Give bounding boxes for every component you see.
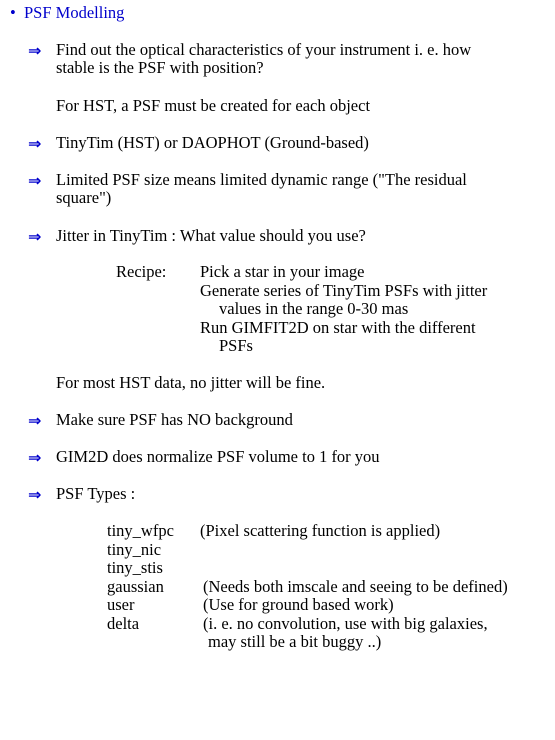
recipe-step-continuation: PSFs xyxy=(219,336,253,355)
psf-type-name: gaussian xyxy=(107,577,164,596)
psf-type-name: tiny_stis xyxy=(107,558,163,577)
arrow-icon: ⇒ xyxy=(28,227,42,246)
arrow-icon: ⇒ xyxy=(28,411,42,430)
item-line: stable is the PSF with position? xyxy=(56,58,264,77)
psf-type-name: tiny_wfpc xyxy=(107,521,174,540)
item-line: TinyTim (HST) or DAOPHOT (Ground-based) xyxy=(56,133,369,152)
note-text: For HST, a PSF must be created for each object xyxy=(56,96,371,115)
psf-type-desc: (Needs both imscale and seeing to be defined) xyxy=(203,577,508,596)
item-line: Jitter in TinyTim : What value should you use? xyxy=(56,226,366,245)
item-line: PSF Types : xyxy=(56,484,136,503)
arrow-icon: ⇒ xyxy=(28,485,42,504)
item-line: square") xyxy=(56,188,112,207)
slide-title xyxy=(10,4,124,22)
arrow-icon: ⇒ xyxy=(28,171,42,190)
recipe-step: Generate series of TinyTim PSFs with jitter xyxy=(200,281,488,300)
arrow-icon: ⇒ xyxy=(28,134,42,153)
arrow-icon: ⇒ xyxy=(28,448,42,467)
recipe-step: Pick a star in your image xyxy=(200,262,365,281)
bullet-icon: • xyxy=(10,3,16,22)
arrow-icon: ⇒ xyxy=(28,41,42,60)
psf-type-desc-continuation: may still be a bit buggy ..) xyxy=(208,632,382,651)
psf-type-name: tiny_nic xyxy=(107,540,162,559)
item-line: GIM2D does normalize PSF volume to 1 for you xyxy=(56,447,380,466)
psf-type-desc: (Use for ground based work) xyxy=(203,595,394,614)
item-line: Limited PSF size means limited dynamic range ("The residual xyxy=(56,170,467,189)
psf-type-desc: (i. e. no convolution, use with big galaxies, xyxy=(203,614,488,633)
recipe-label: Recipe: xyxy=(116,262,167,281)
item-line: Find out the optical characteristics of your instrument i. e. how xyxy=(56,40,472,59)
recipe-step-continuation: values in the range 0-30 mas xyxy=(219,299,409,318)
recipe-step: Run GIMFIT2D on star with the different xyxy=(200,318,476,337)
psf-type-name: delta xyxy=(107,614,140,633)
title-text: PSF Modelling xyxy=(24,3,125,22)
item-line: Make sure PSF has NO background xyxy=(56,410,293,429)
psf-type-desc: (Pixel scattering function is applied) xyxy=(200,521,441,540)
psf-type-name: user xyxy=(107,595,135,614)
note-text: For most HST data, no jitter will be fine. xyxy=(56,373,326,392)
